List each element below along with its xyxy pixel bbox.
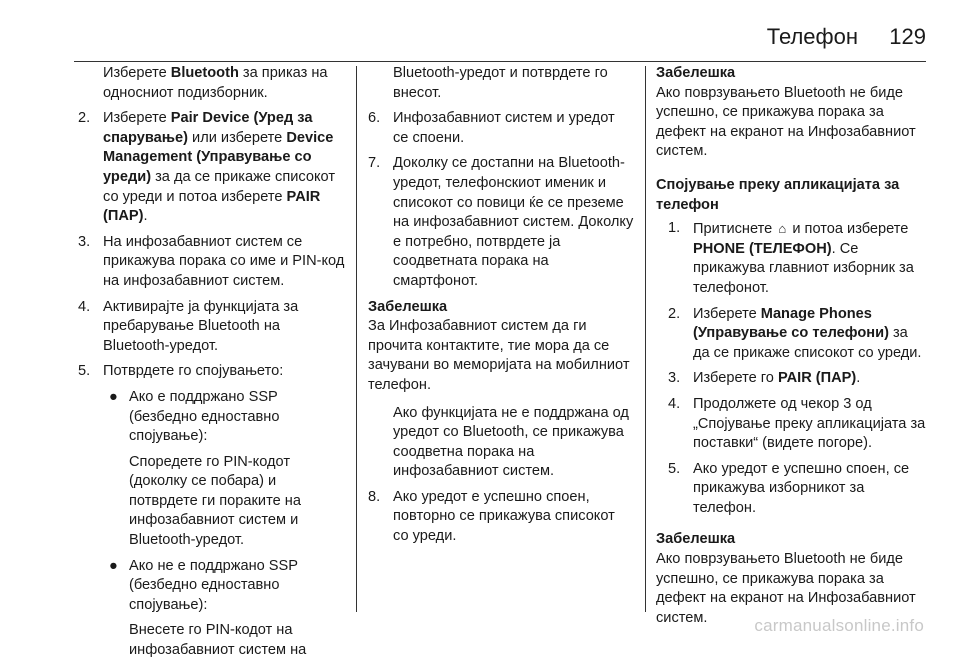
bullet-subtext: Внесете го PIN-кодот на инфозабавниот систем на: [129, 622, 307, 659]
watermark: carmanualsonline.info: [754, 616, 924, 635]
step-text: Изберете Manage Phones (Управување со телефони) за да се прикаже списокот со уреди.: [693, 305, 922, 361]
step-number: 5.: [78, 363, 91, 380]
step-text: На инфозабавниот систем се прикажува порака со име и PIN-код на инфозабавниот систем.: [103, 233, 345, 289]
step-number: 4.: [78, 298, 91, 315]
note-heading: Забелешка: [368, 298, 448, 315]
step-number: 7.: [368, 155, 381, 172]
home-icon: ⌂: [778, 221, 787, 237]
bullet-item: [103, 388, 346, 447]
note-text: Ако поврзувањето Bluetooth не биде успешно, се прикажува порака за дефект на екранот на Инфозабавниот систем.: [656, 551, 916, 626]
column-3: [656, 64, 928, 642]
step-number: 4.: [668, 395, 681, 412]
step-number: 1.: [668, 220, 681, 237]
bullet-text: Ако е поддржано SSP (безбедно едноставно спојување):: [129, 388, 280, 445]
step-number: 2.: [668, 305, 681, 322]
page-title: Телефон: [766, 24, 858, 49]
step-text: Активирајте ја функцијата за пребарување Bluetooth на Bluetooth-уредот.: [103, 298, 299, 354]
step-text: Доколку се достапни на Bluetooth-уредот, телефонскиот именик и списокот со повици ќе се преземе на инфозабавниот систем. Доколку е потребно, потврдете ја соодветната порака на смартфонот.: [393, 155, 634, 289]
step-text: Притиснете ⌂ и потоа изберете PHONE (ТЕЛЕФОН). Се прикажува главниот изборник за телефонот.: [693, 221, 914, 296]
note-heading: Забелешка: [656, 531, 736, 548]
step-1: [668, 219, 928, 298]
step-number: 2.: [78, 110, 91, 127]
step-text: Изберете Pair Device (Уред за спарување) или изберете Device Management (Управување со уреди) за да се прикаже списокот со уреди и потоа изберете PAIR (ПАР).: [103, 110, 336, 225]
bullet-icon: ●: [109, 388, 118, 405]
page-header: [0, 0, 960, 64]
step-6: [368, 109, 634, 148]
note-text: Ако поврзувањето Bluetooth не биде успешно, се прикажува порака за дефект на екранот на Инфозабавниот систем.: [656, 84, 916, 160]
step-number: 6.: [368, 110, 381, 127]
column-divider: [645, 66, 646, 612]
column-divider: [356, 66, 357, 612]
step-8: [368, 488, 634, 547]
step-4: [78, 298, 346, 357]
step-text: Инфозабавниот систем и уредот се споени.: [393, 110, 615, 146]
note-heading: Забелешка: [656, 65, 736, 81]
continued-text: Bluetooth-уредот и потврдете го внесот.: [393, 65, 608, 101]
column-1: [78, 64, 346, 667]
step-7: [368, 154, 634, 291]
step-number: 5.: [668, 460, 681, 477]
intro-paragraph: Изберете Bluetooth за приказ на односниот подизборник.: [103, 65, 328, 101]
bullet-subtext: Споредете го PIN-кодот (доколку се побара) и потврдете ги пораките на инфозабавниот систем и Bluetooth-уредот.: [129, 453, 301, 549]
step-text: Продолжете од чекор 3 од „Спојување преку апликацијата за поставки“ (видете погоре).: [693, 395, 926, 452]
step-3: [668, 369, 928, 389]
step-number: 3.: [668, 370, 681, 387]
step-3: [78, 233, 346, 292]
page-number: 129: [889, 24, 926, 49]
section-heading: Спојување преку апликацијата за телефон: [656, 176, 900, 213]
step-text: Изберете го PAIR (ПАР).: [693, 370, 861, 387]
note-paragraph: Ако функцијата не е поддржана од уредот со Bluetooth, се прикажува соодветна порака на инфозабавниот систем.: [393, 404, 629, 480]
step-5: [668, 460, 928, 519]
bullet-text: Ако не е поддржано SSP (безбедно едноставно спојување):: [129, 557, 298, 613]
column-2: [368, 64, 634, 553]
step-5: [78, 362, 346, 382]
step-text: Ако уредот е успешно споен, повторно се прикажува списокот со уреди.: [393, 488, 615, 545]
step-text: Потврдете го спојувањето:: [103, 363, 284, 380]
step-2: [78, 109, 346, 227]
step-number: 3.: [78, 233, 91, 250]
bullet-item: [103, 557, 346, 616]
bullet-icon: ●: [109, 557, 118, 574]
step-text: Ако уредот е успешно споен, се прикажува изборникот за телефон.: [693, 460, 910, 516]
step-4: [668, 395, 928, 454]
note-text: За Инфозабавниот систем да ги прочита контактите, тие мора да се зачувани во меморијата на мобилниот телефон.: [368, 318, 630, 393]
step-number: 8.: [368, 488, 381, 505]
step-2: [668, 305, 928, 364]
header-rule: [74, 61, 926, 62]
